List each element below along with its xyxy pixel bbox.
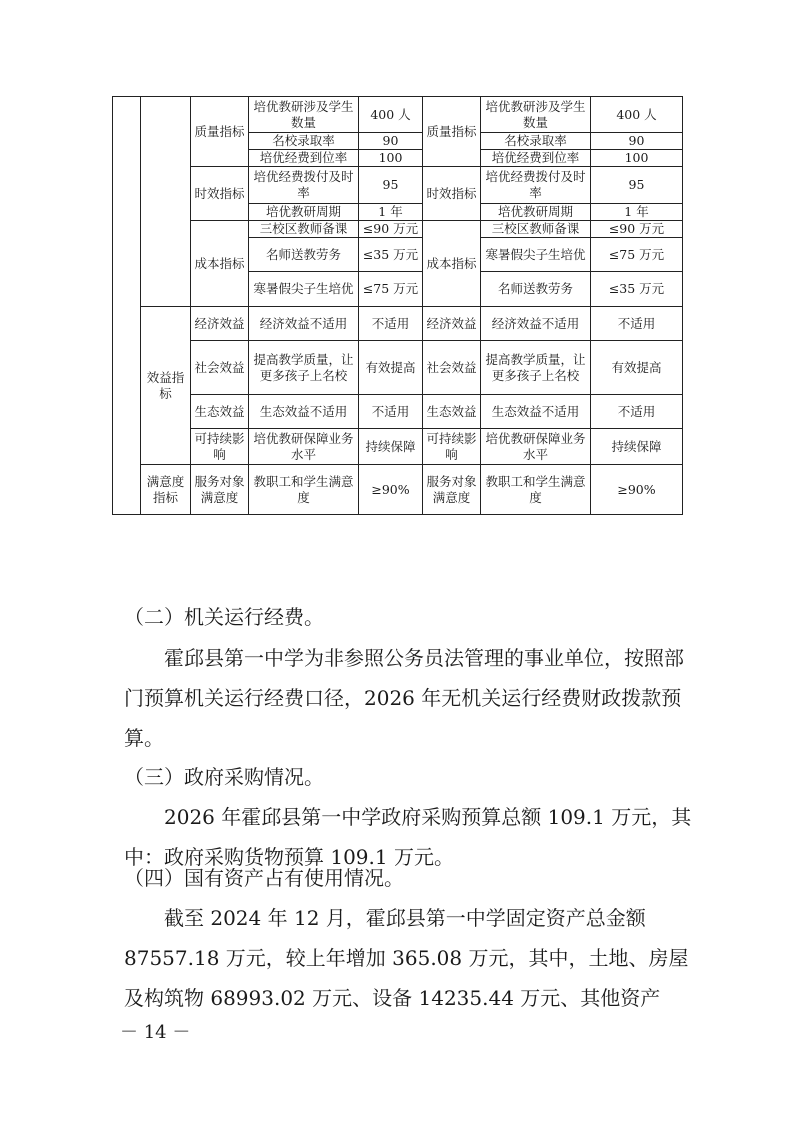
indicator-value: 不适用 — [591, 395, 683, 429]
indicator-value: ≥90% — [359, 465, 423, 515]
indicator-value: 持续保障 — [591, 429, 683, 465]
ecological-label: 生态效益 — [423, 395, 481, 429]
indicator-value: 95 — [359, 167, 423, 204]
section-heading-state-assets: （四）国有资产占有使用情况。 — [124, 866, 404, 890]
indicator-value: 95 — [591, 167, 683, 204]
indicator-name: 名师送教劳务 — [249, 238, 359, 272]
indicator-name: 提高教学质量，让更多孩子上名校 — [249, 341, 359, 395]
quality-label: 质量指标 — [191, 97, 249, 167]
indicator-name: 培优经费到位率 — [481, 150, 591, 167]
indicator-value: 有效提高 — [591, 341, 683, 395]
table-row — [113, 221, 683, 238]
indicator-value: 90 — [591, 133, 683, 150]
indicator-value: 1 年 — [591, 204, 683, 221]
indicator-name: 培优教研周期 — [249, 204, 359, 221]
indicator-value: 400 人 — [359, 97, 423, 133]
sustainable-label: 可持续影响 — [423, 429, 481, 465]
indicator-value: ≤90 万元 — [359, 221, 423, 238]
indicator-name: 生态效益不适用 — [481, 395, 591, 429]
cost-label: 成本指标 — [423, 221, 481, 307]
indicator-name: 经济效益不适用 — [249, 307, 359, 341]
indicator-value: ≤35 万元 — [359, 238, 423, 272]
indicator-value: 持续保障 — [359, 429, 423, 465]
indicator-value: ≤90 万元 — [591, 221, 683, 238]
indicator-name: 三校区教师备课 — [249, 221, 359, 238]
indicator-name: 教职工和学生满意度 — [481, 465, 591, 515]
indicator-value: ≤35 万元 — [591, 272, 683, 307]
indicator-name: 提高教学质量，让更多孩子上名校 — [481, 341, 591, 395]
indicator-value: 1 年 — [359, 204, 423, 221]
indicator-name: 培优教研保障业务水平 — [249, 429, 359, 465]
table-row — [113, 167, 683, 204]
indicator-name: 培优教研周期 — [481, 204, 591, 221]
indicator-value: 400 人 — [591, 97, 683, 133]
indicator-name: 教职工和学生满意度 — [249, 465, 359, 515]
performance-indicator-table — [112, 96, 683, 515]
timeliness-label: 时效指标 — [423, 167, 481, 221]
indicator-name: 培优教研涉及学生数量 — [249, 97, 359, 133]
social-label: 社会效益 — [423, 341, 481, 395]
indicator-name: 培优经费拨付及时率 — [481, 167, 591, 204]
table-row — [113, 429, 683, 465]
table-row — [113, 341, 683, 395]
indicator-name: 三校区教师备课 — [481, 221, 591, 238]
timeliness-label: 时效指标 — [191, 167, 249, 221]
service-label: 服务对象满意度 — [191, 465, 249, 515]
indicator-name: 寒暑假尖子生培优 — [249, 272, 359, 307]
section-heading-admin-expenses: （二）机关运行经费。 — [124, 605, 324, 629]
paragraph-admin-expenses: 霍邱县第一中学为非参照公务员法管理的事业单位，按照部门预算机关运行经费口径，2026 年无机关运行经费财政拨款预算。 — [124, 646, 684, 750]
indicator-name: 名师送教劳务 — [481, 272, 591, 307]
table-row — [113, 97, 683, 133]
page-number: － 14 － — [120, 1022, 191, 1043]
indicator-value: ≥90% — [591, 465, 683, 515]
quality-label: 质量指标 — [423, 97, 481, 167]
table-row — [113, 395, 683, 429]
indicator-name: 名校录取率 — [249, 133, 359, 150]
paragraph-procurement: 2026 年霍邱县第一中学政府采购预算总额 109.1 万元，其中：政府采购货物预算 109.1 万元。 — [124, 805, 692, 869]
economic-label: 经济效益 — [191, 307, 249, 341]
indicator-value: 不适用 — [359, 307, 423, 341]
indicator-value: 90 — [359, 133, 423, 150]
service-label: 服务对象满意度 — [423, 465, 481, 515]
indicator-value: 有效提高 — [359, 341, 423, 395]
dimension-output-cell — [141, 97, 191, 307]
indicator-name: 经济效益不适用 — [481, 307, 591, 341]
table-cell — [113, 97, 141, 515]
indicator-name: 生态效益不适用 — [249, 395, 359, 429]
indicator-name: 培优经费到位率 — [249, 150, 359, 167]
indicator-value: 不适用 — [359, 395, 423, 429]
indicator-value: 100 — [359, 150, 423, 167]
cost-label: 成本指标 — [191, 221, 249, 307]
ecological-label: 生态效益 — [191, 395, 249, 429]
paragraph-state-assets: 截至 2024 年 12 月，霍邱县第一中学固定资产总金额 87557.18 万元，较上年增加 365.08 万元，其中，土地、房屋及构筑物 68993.02 万元、设备 14235.44 万元、其他资产 — [124, 906, 689, 1010]
table-row — [113, 307, 683, 341]
sustainable-label: 可持续影响 — [191, 429, 249, 465]
indicator-value: ≤75 万元 — [591, 238, 683, 272]
indicator-value: ≤75 万元 — [359, 272, 423, 307]
economic-label: 经济效益 — [423, 307, 481, 341]
indicator-name: 培优教研涉及学生数量 — [481, 97, 591, 133]
section-heading-procurement: （三）政府采购情况。 — [124, 765, 324, 789]
indicator-name: 培优教研保障业务水平 — [481, 429, 591, 465]
indicator-name: 寒暑假尖子生培优 — [481, 238, 591, 272]
indicator-name: 名校录取率 — [481, 133, 591, 150]
indicator-value: 不适用 — [591, 307, 683, 341]
effect-dimension-label: 效益指标 — [141, 307, 191, 465]
satisfaction-dimension-label: 满意度指标 — [141, 465, 191, 515]
social-label: 社会效益 — [191, 341, 249, 395]
table-row — [113, 465, 683, 515]
indicator-value: 100 — [591, 150, 683, 167]
indicator-name: 培优经费拨付及时率 — [249, 167, 359, 204]
